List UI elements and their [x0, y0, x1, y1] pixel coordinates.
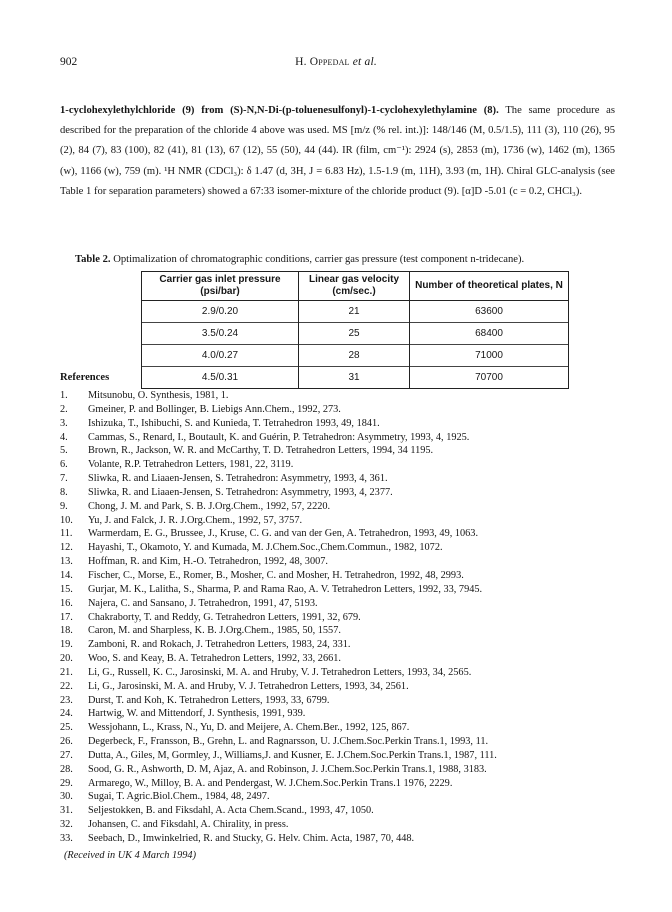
reference-text: Gurjar, M. K., Lalitha, S., Sharma, P. and Rama Rao, A. V. Tetrahedron Letters, 1992, 33, 7945.: [88, 583, 483, 595]
reference-item: [60, 721, 620, 735]
reference-number: 5.: [60, 445, 68, 457]
reference-item: [60, 624, 620, 638]
table-cell: 25: [299, 323, 410, 345]
reference-item: [60, 694, 620, 708]
reference-item: [60, 555, 620, 569]
reference-text: Hayashi, T., Okamoto, Y. and Kumada, M. J.Chem.Soc.,Chem.Commun., 1982, 1072.: [88, 542, 443, 554]
reference-text: Zamboni, R. and Rokach, J. Tetrahedron Letters, 1983, 24, 331.: [88, 639, 351, 651]
reference-text: Seebach, D., Imwinkelried, R. and Stucky, G. Helv. Chim. Acta, 1987, 70, 448.: [88, 833, 415, 844]
reference-text: Cammas, S., Renard, I., Boutault, K. and Guérin, P. Tetrahedron: Asymmetry, 1993, 4, 1925.: [88, 431, 470, 443]
table-cell: 70700: [410, 367, 569, 389]
reference-item: [60, 611, 620, 625]
reference-item: [60, 790, 620, 804]
reference-number: 14.: [60, 569, 73, 581]
reference-text: Volante, R.P. Tetrahedron Letters, 1981, 22, 3119.: [88, 459, 294, 471]
reference-item: [60, 832, 620, 846]
reference-text: Dutta, A., Giles, M, Gormley, J., Williams,J. and Kusner, E. J.Chem.Soc.Perkin Trans.1, 1987, 111.: [88, 749, 497, 761]
reference-item: [60, 500, 620, 514]
reference-item: [60, 458, 620, 472]
running-head: [60, 56, 612, 68]
reference-number: 17.: [60, 611, 73, 623]
reference-number: 30.: [60, 791, 73, 803]
reference-number: 21.: [60, 666, 73, 678]
reference-item: [60, 666, 620, 680]
reference-item: [60, 804, 620, 818]
reference-item: [60, 541, 620, 555]
reference-number: 29.: [60, 777, 73, 789]
experimental-body: The same procedure as described for the preparation of the chloride 4 above was used. MS [m/z (% rel. int.)]: 148/146 (M, 0.5/1.5), 111 (3), 110 (26), 95 (2), 84 (7), 83 (100), 82 (41), 81 (13), 67 (12), 55 (50), 44 (44). IR (film, cm⁻¹): 2924 (s), 2853 (m), 1736 (w), 1462 (m), 1365 (w), 1166 (w), 759 (m). ¹H NMR (CDCl₃): δ 1.47 (d, 3H, J = 6.83 Hz), 1.5-1.9 (m, 11H), 3.93 (m, 1H). Chiral GLC-analysis (see Table 1 for separation parameters) showed a 67:33 isomer-mixture of the chloride product (9). [α]D -5.01 (c = 0.2, CHCl₃).: [60, 105, 615, 197]
table-label: Table 2.: [75, 254, 111, 265]
reference-number: 32.: [60, 819, 73, 831]
table-cell: 4.0/0.27: [142, 345, 299, 367]
table-row: [142, 367, 569, 389]
reference-text: Woo, S. and Keay, B. A. Tetrahedron Letters, 1992, 33, 2661.: [88, 653, 341, 665]
reference-number: 27.: [60, 749, 73, 761]
reference-item: [60, 486, 620, 500]
reference-number: 11.: [60, 528, 73, 540]
reference-text: Sliwka, R. and Liaaen-Jensen, S. Tetrahedron: Asymmetry, 1993, 4, 361.: [88, 473, 388, 485]
reference-item: [60, 680, 620, 694]
reference-text: Li, G., Russell, K. C., Jarosinski, M. A. and Hruby, V. J. Tetrahedron Letters, 1993, 34, 2565.: [88, 666, 472, 678]
table-cell: 28: [299, 345, 410, 367]
reference-number: 28.: [60, 763, 73, 775]
reference-text: Ishizuka, T., Ishibuchi, S. and Kunieda, T. Tetrahedron 1993, 49, 1841.: [88, 417, 380, 429]
reference-number: 26.: [60, 736, 73, 748]
table-cell: 2.9/0.20: [142, 301, 299, 323]
reference-text: Degerbeck, F., Fransson, B., Grehn, L. and Ragnarsson, U. J.Chem.Soc.Perkin Trans.1, 1993, 11.: [88, 736, 489, 748]
reference-number: 31.: [60, 805, 73, 817]
reference-text: Johansen, C. and Fiksdahl, A. Chirality, in press.: [88, 819, 289, 831]
reference-number: 13.: [60, 556, 73, 568]
reference-item: [60, 569, 620, 583]
running-head-author: H. Oppedal: [295, 56, 350, 68]
table-cell: 31: [299, 367, 410, 389]
reference-item: [60, 514, 620, 528]
reference-number: 33.: [60, 833, 73, 844]
table-caption-text: Optimalization of chromatographic conditions, carrier gas pressure (test component n-tridecane).: [113, 254, 525, 265]
reference-item: [60, 472, 620, 486]
reference-number: 25.: [60, 722, 73, 734]
table-caption: [75, 254, 635, 265]
reference-text: Li, G., Jarosinski, M. A. and Hruby, V. J. Tetrahedron Letters, 1993, 34, 2561.: [88, 680, 409, 692]
reference-number: 23.: [60, 694, 73, 706]
table-cell: 4.5/0.31: [142, 367, 299, 389]
reference-number: 15.: [60, 583, 73, 595]
reference-item: [60, 527, 620, 541]
page-number: 902: [60, 56, 78, 68]
table-cell: 21: [299, 301, 410, 323]
running-head-suffix: et al.: [352, 56, 377, 68]
reference-text: Fischer, C., Morse, E., Romer, B., Mosher, C. and Mosher, H. Tetrahedron, 1992, 48, 2993.: [88, 569, 464, 581]
reference-item: [60, 583, 620, 597]
reference-number: 4.: [60, 431, 68, 443]
reference-text: Durst, T. and Koh, K. Tetrahedron Letters, 1993, 33, 6799.: [88, 694, 330, 706]
reference-text: Armarego, W., Milloy, B. A. and Pendergast, W. J.Chem.Soc.Perkin Trans.1 1976, 2229.: [88, 777, 453, 789]
experimental-paragraph: [60, 101, 615, 202]
reference-item: [60, 638, 620, 652]
reference-item: [60, 431, 620, 445]
table-cell: 63600: [410, 301, 569, 323]
page-header: [60, 56, 612, 72]
reference-text: Mitsunobu, O. Synthesis, 1981, 1.: [88, 390, 229, 401]
reference-number: 18.: [60, 625, 73, 637]
table-cell: 68400: [410, 323, 569, 345]
references-title: References: [60, 372, 110, 383]
reference-text: Gmeiner, P. and Bollinger, B. Liebigs Ann.Chem., 1992, 273.: [88, 403, 341, 415]
table-column-header: Linear gas velocity (cm/sec.): [299, 272, 410, 301]
reference-text: Hoffman, R. and Kim, H.-O. Tetrahedron, 1992, 48, 3007.: [88, 556, 328, 568]
reference-item: [60, 417, 620, 431]
reference-item: [60, 597, 620, 611]
reference-text: Caron, M. and Sharpless, K. B. J.Org.Chem., 1985, 50, 1557.: [88, 625, 341, 637]
reference-text: Sood, G. R., Ashworth, D. M, Ajaz, A. and Robinson, J. J.Chem.Soc.Perkin Trans.1, 1988, 3183.: [88, 763, 487, 775]
reference-text: Chakraborty, T. and Reddy, G. Tetrahedron Letters, 1991, 32, 679.: [88, 611, 361, 623]
reference-text: Brown, R., Jackson, W. R. and McCarthy, T. D. Tetrahedron Letters, 1994, 34 1195.: [88, 445, 434, 457]
reference-text: Wessjohann, L., Krass, N., Yu, D. and Meijere, A. Chem.Ber., 1992, 125, 867.: [88, 722, 410, 734]
table-header-row: [142, 272, 569, 301]
reference-number: 6.: [60, 459, 68, 471]
experimental-heading: 1-cyclohexylethylchloride (9) from (S)-N,N-Di-(p-toluenesulfonyl)-1-cyclohexylethylamine (8).: [60, 105, 499, 116]
table-column-header: Number of theoretical plates, N: [410, 272, 569, 301]
reference-text: Chong, J. M. and Park, S. B. J.Org.Chem., 1992, 57, 2220.: [88, 500, 331, 512]
reference-number: 2.: [60, 403, 68, 415]
reference-text: Yu, J. and Falck, J. R. J.Org.Chem., 1992, 57, 3757.: [88, 514, 303, 526]
reference-text: Hartwig, W. and Mittendorf, J. Synthesis, 1991, 939.: [88, 708, 306, 720]
reference-item: [60, 777, 620, 791]
reference-number: 19.: [60, 639, 73, 651]
reference-number: 8.: [60, 486, 68, 498]
reference-text: Warmerdam, E. G., Brussee, J., Kruse, C. G. and van der Gen, A. Tetrahedron, 1993, 49, 1063.: [88, 528, 479, 540]
reference-number: 16.: [60, 597, 73, 609]
reference-text: Seljestokken, B. and Fiksdahl, A. Acta Chem.Scand., 1993, 47, 1050.: [88, 805, 374, 817]
reference-item: [60, 735, 620, 749]
table-row: [142, 301, 569, 323]
reference-number: 7.: [60, 473, 68, 485]
reference-item: [60, 749, 620, 763]
reference-item: [60, 652, 620, 666]
reference-number: 3.: [60, 417, 68, 429]
reference-text: Najera, C. and Sansano, J. Tetrahedron, 1991, 47, 5193.: [88, 597, 318, 609]
reference-item: [60, 818, 620, 832]
reference-item: [60, 763, 620, 777]
table-row: [142, 323, 569, 345]
reference-item: [60, 444, 620, 458]
reference-item: [60, 403, 620, 417]
reference-item: [60, 707, 620, 721]
received-date: (Received in UK 4 March 1994): [64, 850, 197, 861]
references-list: [60, 389, 620, 846]
reference-number: 9.: [60, 500, 68, 512]
reference-text: Sugai, T. Agric.Biol.Chem., 1984, 48, 2497.: [88, 791, 270, 803]
table-row: [142, 345, 569, 367]
table-cell: 3.5/0.24: [142, 323, 299, 345]
reference-item: [60, 389, 620, 403]
reference-number: 20.: [60, 653, 73, 665]
table-column-header: Carrier gas inlet pressure (psi/bar): [142, 272, 299, 301]
reference-number: 12.: [60, 542, 73, 554]
reference-number: 22.: [60, 680, 73, 692]
reference-number: 24.: [60, 708, 73, 720]
reference-number: 10.: [60, 514, 73, 526]
table-cell: 71000: [410, 345, 569, 367]
chromatography-table: [141, 271, 569, 389]
reference-number: 1.: [60, 390, 68, 401]
reference-text: Sliwka, R. and Liaaen-Jensen, S. Tetrahedron: Asymmetry, 1993, 4, 2377.: [88, 486, 393, 498]
